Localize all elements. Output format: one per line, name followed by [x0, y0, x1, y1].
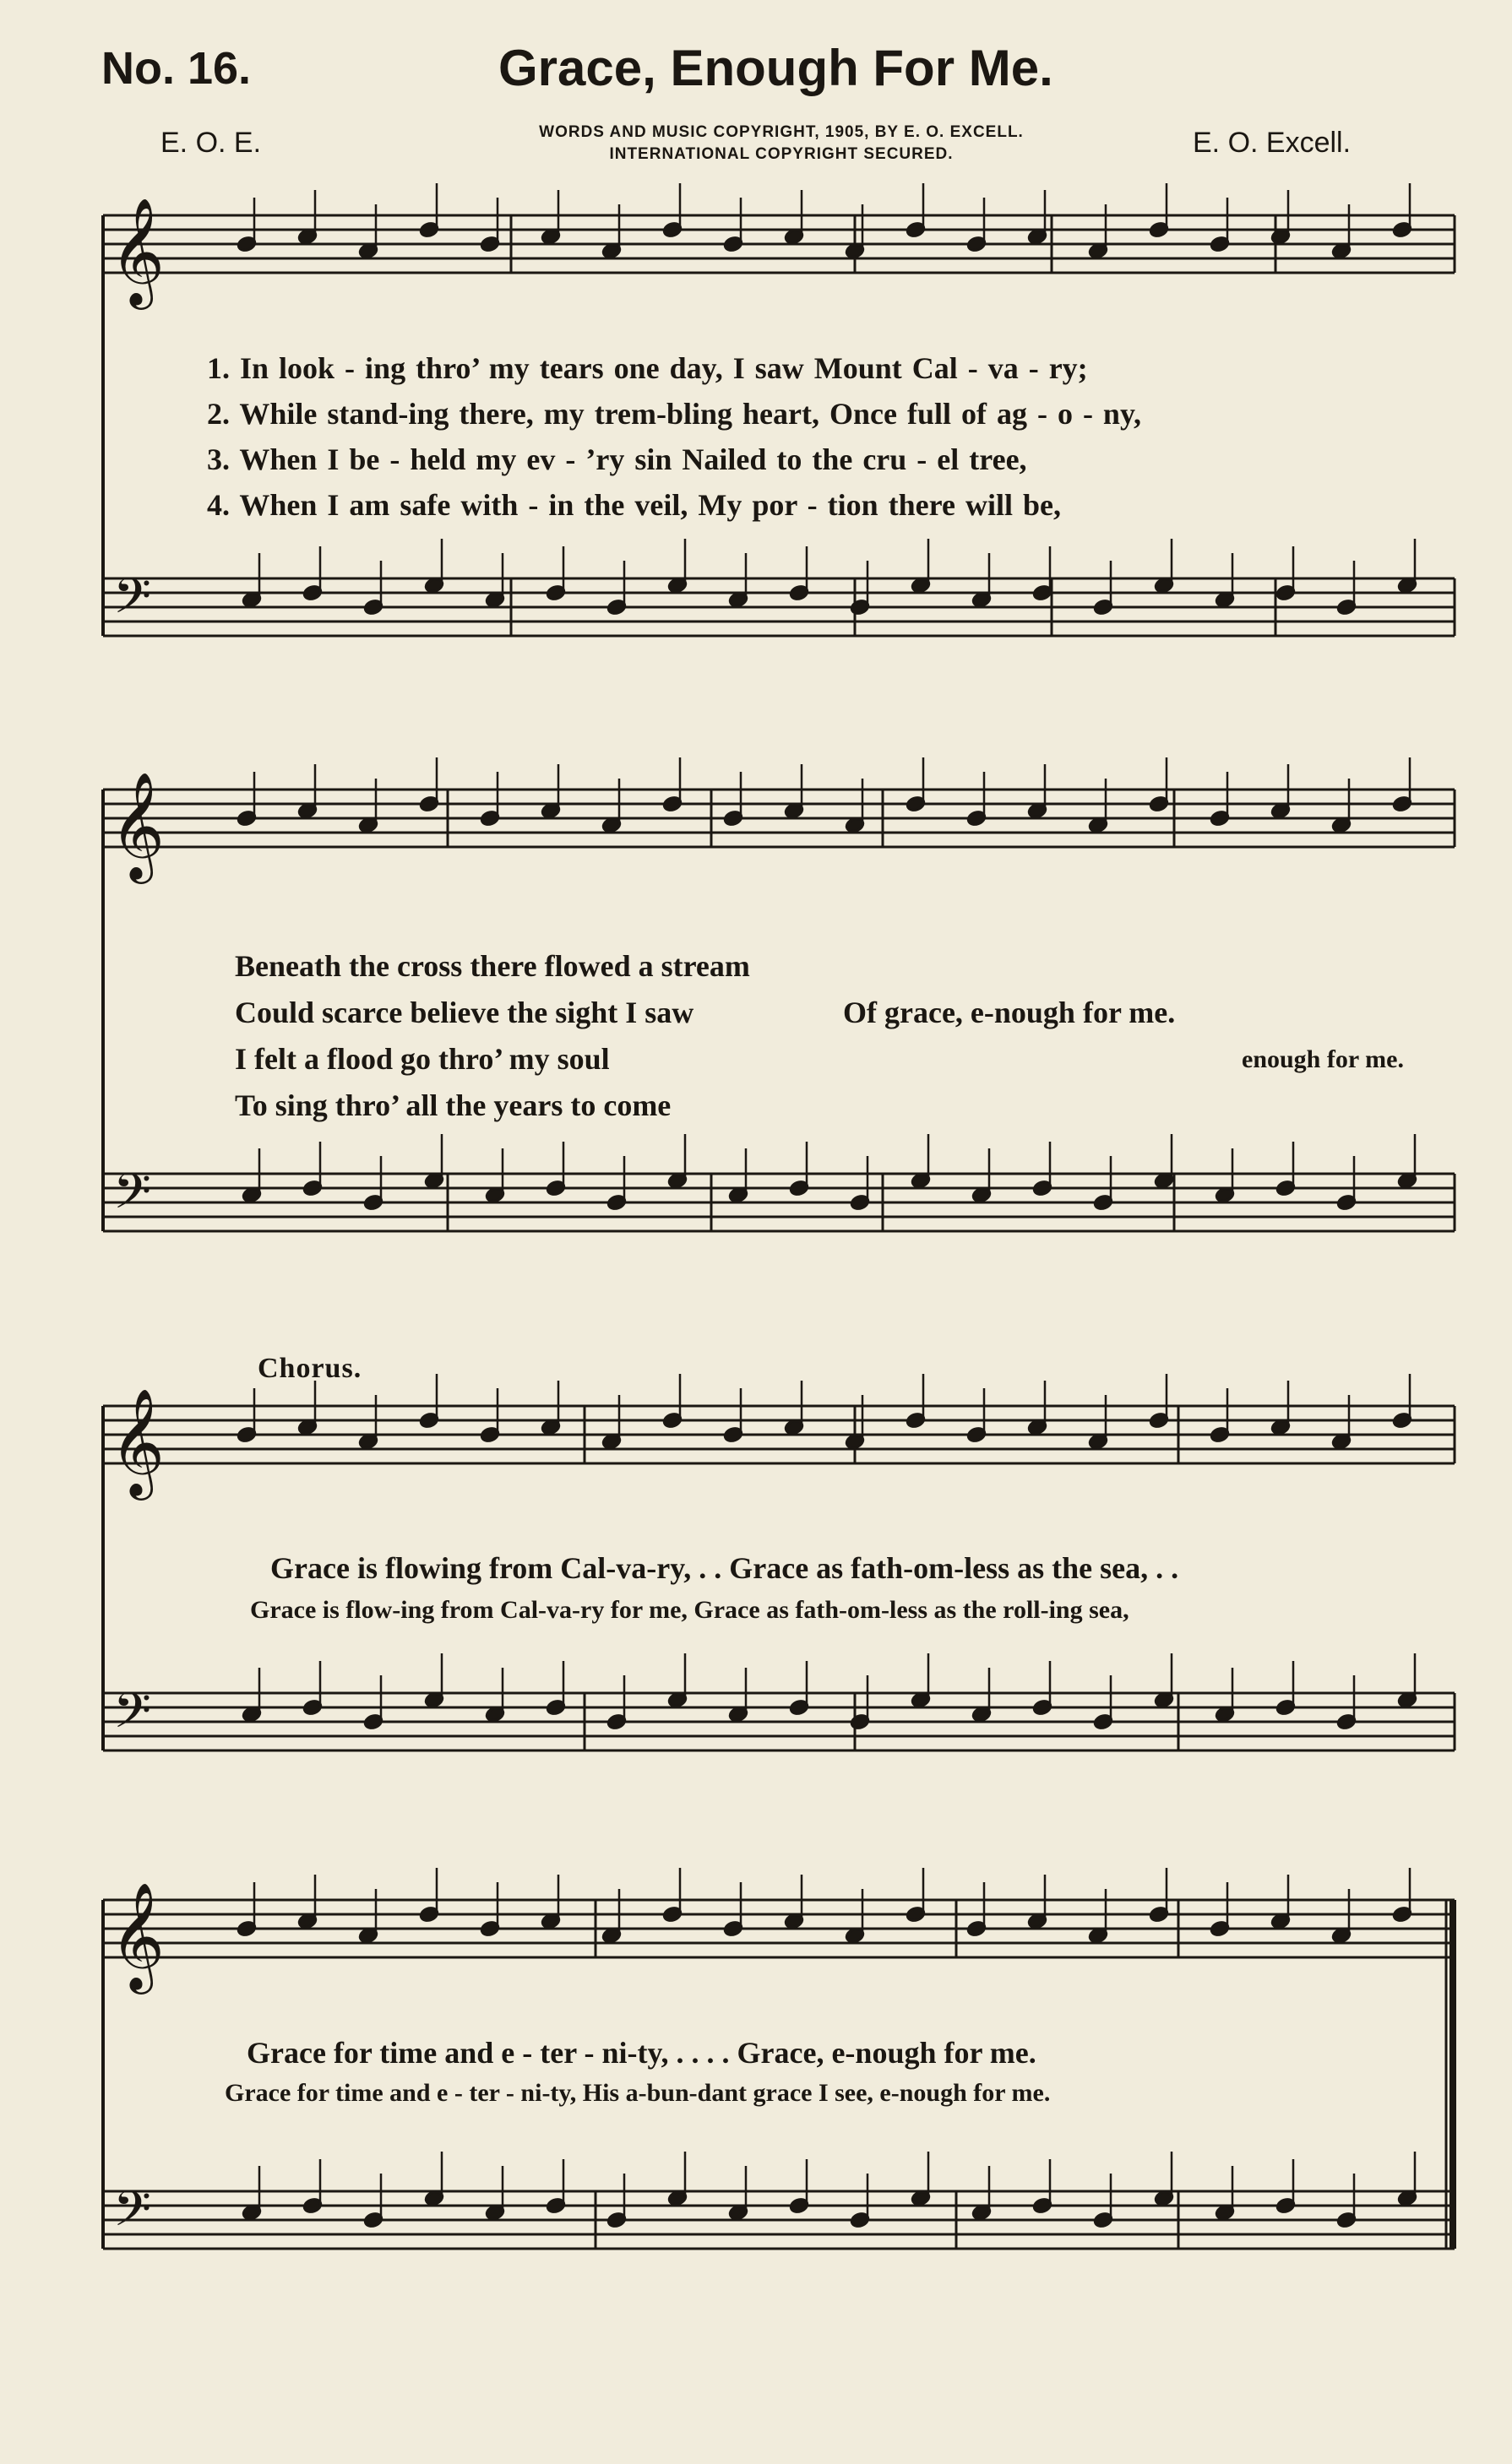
bass-clef: 𝄢	[113, 567, 152, 637]
verse-line-3: 3. When I be - held my ev - ’ry sin Nailed to the cru - el tree,	[207, 442, 1027, 476]
treble-clef: 𝄞	[110, 197, 166, 305]
chorus-soprano-line-1: Grace is flowing from Cal-va-ry, . . Grace as fath-om-less as the sea, . .	[270, 1551, 1179, 1585]
bass-clef: 𝄢	[113, 1163, 152, 1232]
system2-line-3b: enough for me.	[1242, 1045, 1404, 1073]
bass-clef: 𝄢	[113, 2180, 152, 2250]
verse-line-2: 2. While stand-ing there, my trem-bling heart, Once full of ag - o - ny,	[207, 397, 1141, 431]
treble-clef: 𝄞	[110, 1881, 166, 1989]
composer-credit: E. O. Excell.	[1193, 127, 1352, 159]
hymn-number: No. 16.	[101, 43, 252, 94]
hymn-title: Grace, Enough For Me.	[498, 40, 1053, 96]
system2-line-2b: Of grace, e-nough for me.	[843, 996, 1176, 1029]
copyright-line-1: WORDS AND MUSIC COPYRIGHT, 1905, BY E. O. EXCELL.	[539, 123, 1024, 141]
treble-clef: 𝄞	[110, 1387, 166, 1495]
chorus-bass-line-2: Grace for time and e - ter - ni-ty, His a-bun-dant grace I see, e-nough for me.	[225, 2079, 1051, 2107]
system2-line-2a: Could scarce believe the sight I saw	[235, 996, 694, 1029]
bass-clef: 𝄢	[113, 1682, 152, 1751]
system2-line-3: I felt a flood go thro’ my soul	[235, 1042, 610, 1076]
lyricist-credit: E. O. E.	[160, 127, 262, 159]
copyright-line-2: INTERNATIONAL COPYRIGHT SECURED.	[609, 145, 954, 163]
treble-clef: 𝄞	[110, 771, 166, 879]
final-barline-thick	[1449, 1900, 1456, 2249]
system2-line-1: Beneath the cross there flowed a stream	[235, 949, 750, 983]
chorus-bass-line-1: Grace is flow-ing from Cal-va-ry for me, Grace as fath-om-less as the roll-ing sea,	[250, 1596, 1129, 1624]
chorus-soprano-line-2: Grace for time and e - ter - ni-ty, . . . . Grace, e-nough for me.	[247, 2036, 1036, 2070]
verse-line-4: 4. When I am safe with - in the veil, My por - tion there will be,	[207, 488, 1061, 522]
system2-line-4: To sing thro’ all the years to come	[235, 1088, 672, 1122]
verse-line-1: 1. In look - ing thro’ my tears one day, I saw Mount Cal - va - ry;	[207, 351, 1088, 385]
chorus-label: Chorus.	[258, 1353, 362, 1384]
